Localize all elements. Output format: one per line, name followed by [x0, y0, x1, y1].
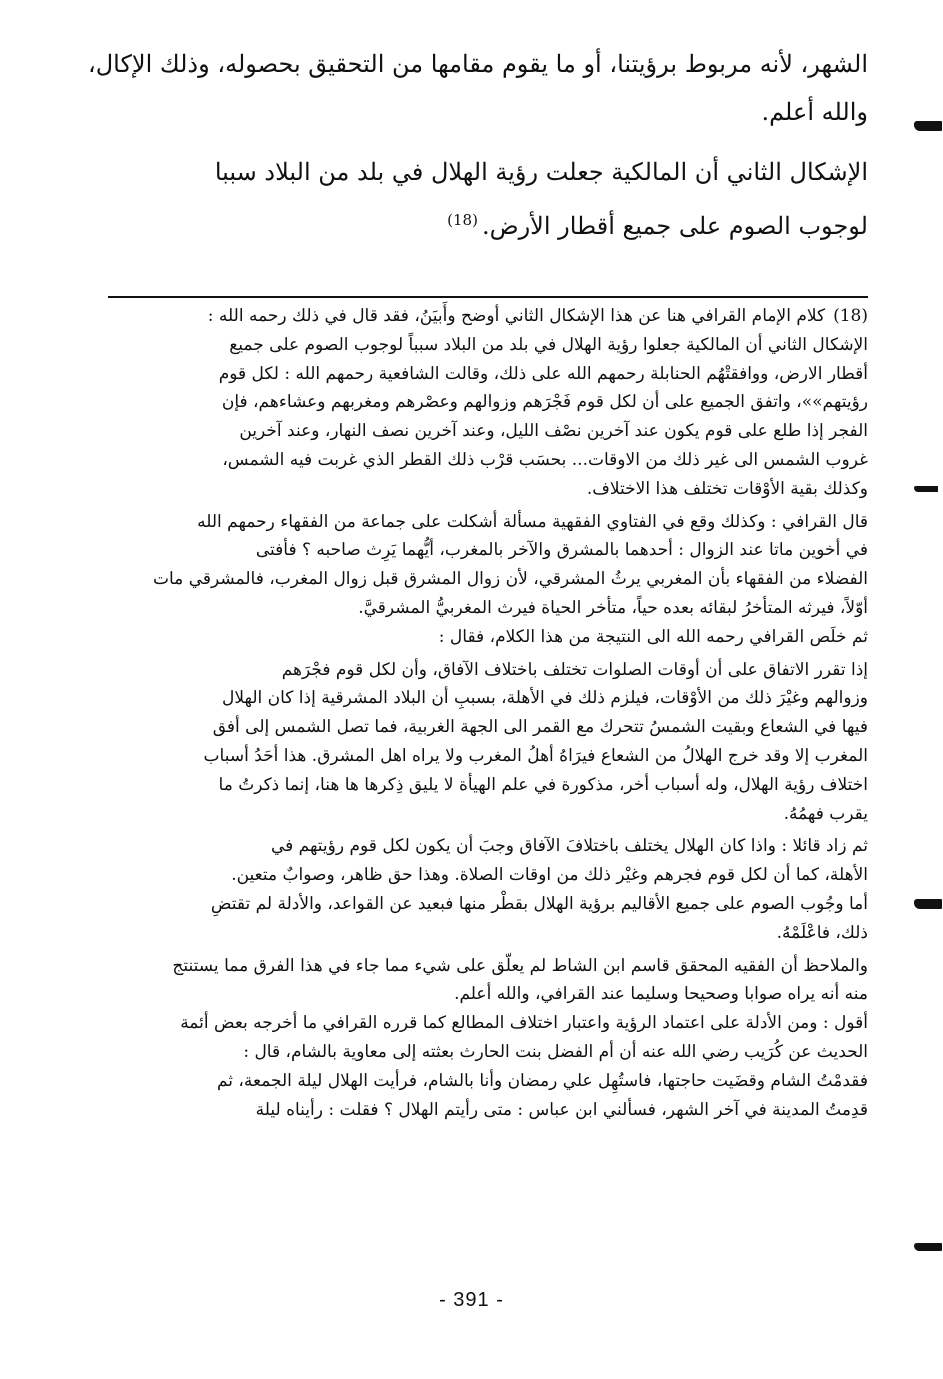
footnote-line: ثم خلَص القرافي رحمه الله الى النتيجة من هذا الكلام، فقال : — [438, 626, 868, 647]
footnote-line: قدِمتُ المدينة في آخر الشهر، فسألني ابن عباس : متى رأيتم الهلال ؟ فقلت : رأيناه ليلة — [255, 1099, 868, 1120]
footnote-line: الأهلة، كما أن لكل قوم فجرهم وغيْر ذلك من اوقات الصلاة. وهذا حق ظاهر، وصوابٌ متعين. — [231, 865, 868, 886]
footnote-line: أقول : ومن الأدلة على اعتماد الرؤية واعتبار اختلاف المطالع كما قرره القرافي ما أخرجه بعض أئمة — [180, 1013, 868, 1034]
footnote-line: المغرب إلا وقد خرج الهلالُ من الشعاع فيرَاهُ أهلُ المغرب ولا يراه اهل المشرق. هذا أحَدُ أسباب — [203, 745, 868, 766]
margin-ink-mark — [914, 899, 942, 909]
footnote-line: أما وجُوب الصوم على جميع الأقاليم برؤية الهلال بقطْر منها فبعيد عن القواعد، والأدلة لم تقتضِ — [210, 893, 868, 914]
footnote-line: في أخوين ماتا عند الزوال : أحدهما بالمشرق والآخر بالمغرب، أيُّهما يَرِث صاحبه ؟ فأفتى — [255, 540, 868, 561]
footnote-separator — [108, 296, 868, 298]
footnote-line: رؤيتهم»»، واتفق الجميع على أن لكل قوم فَجْرَهم وزوالهم وعصْرهم ومغربهم وعشاءهم، فإن — [221, 392, 868, 413]
footnote-line: قال القرافي : وكذلك وقع في الفتاوي الفقهية مسألة أشكلت على جماعة من الفقهاء رحمهم الله — [197, 511, 868, 532]
footnote-line: اختلاف رؤية الهلال، وله أسباب أخر، مذكورة في علم الهيأة لا يليق ذِكرها ها هنا، إنما ذكرتُ ما — [218, 774, 868, 795]
main-text-line — [108, 196, 868, 250]
footnote-line: والملاحظ أن الفقيه المحقق قاسم ابن الشاط لم يعلّق على شيء مما جاء في هذا الفرق مما يستنتج — [172, 955, 868, 976]
footnote-line: منه أنه يراه صوابا وصحيحا وسليما عند القرافي، والله أعلم. — [454, 984, 868, 1005]
main-text-line: والله أعلم. — [761, 98, 868, 126]
main-text-line-content: لوجوب الصوم على جميع أقطار الأرض. — [481, 212, 868, 240]
page-number: - 391 - — [439, 1289, 504, 1311]
footnote-line: وزوالهم وغيْرَ ذلك من الأوْقات، فيلزم ذلك في الأهلة، بسببِ أن البلاد المشرقية إذا كان الهلال — [222, 688, 868, 709]
footnote-number: (18) — [833, 306, 868, 326]
footnote-block — [108, 302, 868, 1124]
footnote-reference: (18) — [447, 211, 478, 229]
footnote-line: أوّلاً، فيرثه المتأخرُ لبقائه بعده حياً، متأخر الحياة فيرث المغربيُّ المشرقيَّ. — [358, 597, 868, 618]
footnote-line: أقطار الارض، ووافقتْهُم الحنابلة رحمهم الله على ذلك، وقالت الشافعية رحمهم الله : لكل قوم — [218, 363, 868, 384]
margin-ink-mark — [914, 121, 942, 131]
footnote-line: إذا تقرر الاتفاق على أن أوقات الصلوات تختلف باختلاف الآفاق، وأن لكل قوم فجْرَهم — [281, 659, 868, 680]
main-text-block — [87, 40, 868, 1120]
footnote-line: يقرب فهمُهُ. — [783, 803, 868, 824]
main-paragraph-2 — [108, 148, 868, 250]
footnote-line: غروب الشمس الى غير ذلك من الاوقات... بحسَب قرْب ذلك القطر الذي غربت فيه الشمس، — [222, 449, 868, 470]
footnote-line: وكذلك بقية الأوْقات تختلف هذا الاختلاف. — [586, 478, 868, 499]
margin-ink-mark — [914, 1243, 942, 1251]
footnote-line: الحديث عن كُرَيب رضي الله عنه أن أم الفضل بنت الحارث بعثته إلى معاوية بالشام، قال : — [243, 1041, 868, 1062]
footnote-line: ثم زاد قائلا : واذا كان الهلال يختلف باختلافَ الآفاق وجبَ أن يكون لكل قوم رؤيتهم في — [270, 836, 868, 857]
footnote-text: كلام الإمام القرافي هنا عن هذا الإشكال الثاني أوضح وأَبيَنُ، فقد قال في ذلك رحمه الله : — [207, 306, 826, 326]
footnote-line: الفجر إذا طلع على قوم يكون عند آخرين نصْف الليل، وعند آخرين نصف النهار، وعند آخرين — [239, 421, 868, 442]
footnote-line: الإشكال الثاني أن المالكية جعلوا رؤية الهلال في بلد من البلاد سبباً لوجوب الصوم على جميع — [229, 334, 868, 355]
main-text-line: الشهر، لأنه مربوط برؤيتنا، أو ما يقوم مقامها من التحقيق بحصوله، وذلك الإكال، — [87, 50, 868, 78]
footnote-line: الفضلاء من الفقهاء بأن المغربي يرثُ المشرقي، لأن زوال المشرق قبل زوال المغرب، فالمشرقي مات — [153, 569, 868, 590]
main-text-line: الإشكال الثاني أن المالكية جعلت رؤية الهلال في بلد من البلاد سببا — [214, 158, 868, 186]
footnote-line — [108, 302, 868, 331]
margin-ink-mark — [914, 486, 938, 492]
footnote-line: فقدمْتُ الشام وقضَيت حاجتها، فاستُهِل علي رمضان وأنا بالشام، فرأيت الهلال ليلة الجمعة، ثم — [216, 1070, 868, 1091]
footnote-line: ذلك، فاعْلَمْهُ. — [776, 922, 868, 943]
footnote-line: فيها في الشعاع وبقيت الشمسُ تتحرك مع القمر الى الجهة الغربية، فما تصل الشمس إلى أفق — [212, 717, 868, 738]
